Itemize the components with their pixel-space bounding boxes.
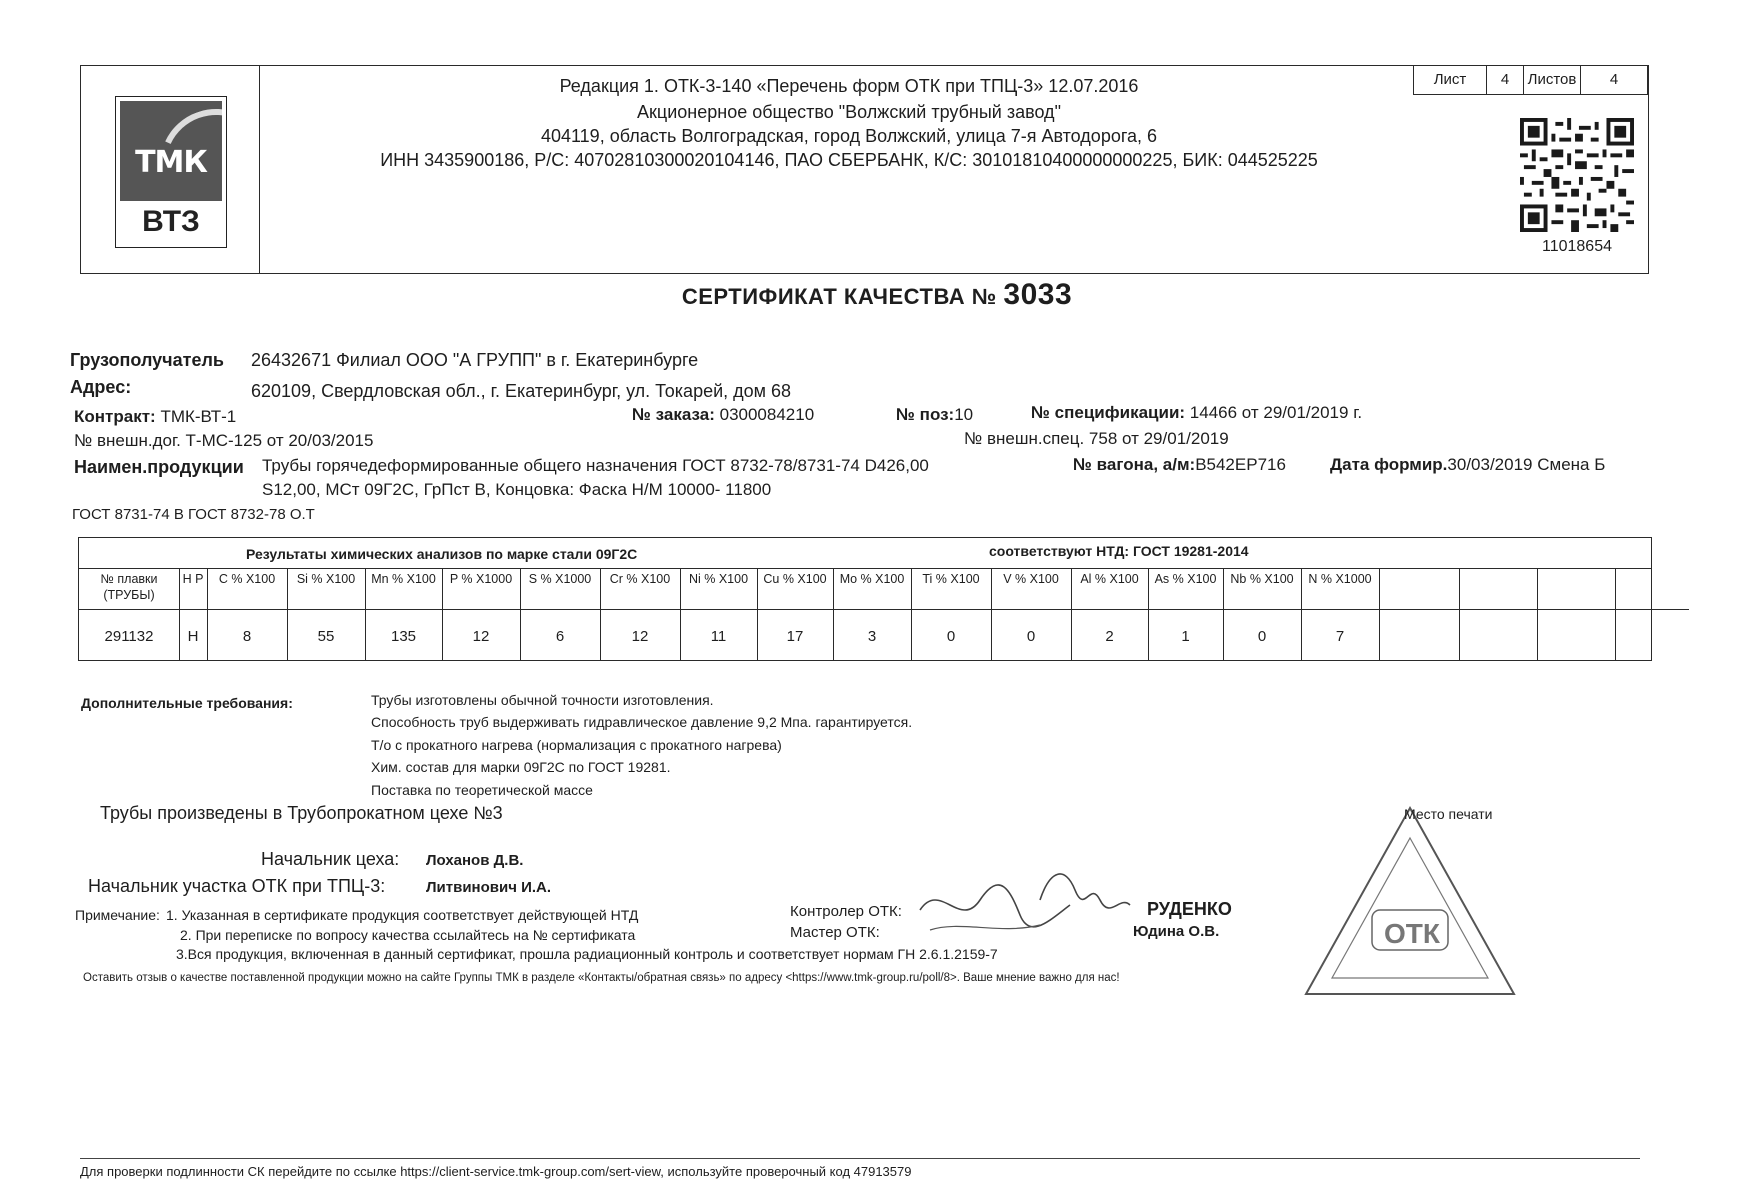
workshop-text: Трубы произведены в Трубопрокатном цехе №3	[100, 803, 503, 823]
contract-label: Контракт:	[74, 407, 156, 426]
chemistry-header-cell: Al % Х100	[1071, 568, 1148, 610]
chemistry-value-cell: 8	[242, 628, 252, 645]
stamp-place-label: Место печати	[1404, 806, 1493, 822]
chemistry-header-cell	[1537, 568, 1615, 610]
chemistry-value-cell: 1	[1181, 628, 1190, 645]
sheet-counter	[1413, 65, 1648, 95]
chemistry-value-cell: 11	[710, 628, 727, 645]
qr-code	[1520, 118, 1634, 232]
master-value: Юдина О.В.	[1133, 923, 1220, 940]
feedback-note: Оставить отзыв о качестве поставленной продукции можно на сайте Группы ТМК в разделе «Контакты/обратная связь» по адресу <https://www.tmk-group.ru/poll/8>. Ваше мнение важно для нас!	[83, 972, 1120, 984]
sheets-value: 4	[1609, 71, 1619, 88]
chemistry-value-cell: 6	[555, 628, 565, 645]
chemistry-value-cell: 12	[472, 628, 490, 645]
chemistry-value-cell: 291132	[104, 628, 154, 645]
position-value: 10	[954, 405, 974, 424]
requirements-label: Дополнительные требования:	[81, 695, 293, 711]
chemistry-table	[78, 537, 1652, 661]
controller-label: Контролер ОТК:	[790, 903, 902, 920]
chemistry-column	[833, 568, 912, 660]
product-label: Наимен.продукции	[74, 457, 244, 477]
chemistry-header-cell: Mn % Х100	[365, 568, 442, 610]
otk-chief-label: Начальник участка ОТК при ТПЦ-3:	[88, 876, 386, 896]
logo-mark	[120, 101, 222, 201]
company-logo	[115, 96, 227, 248]
chemistry-value-cell: 2	[1105, 628, 1114, 645]
sheet-label: Лист	[1414, 66, 1487, 94]
chemistry-value-cell: 0	[1257, 628, 1267, 645]
requirement-item: Хим. состав для марки 09Г2С по ГОСТ 19281.	[371, 759, 671, 775]
chemistry-header-cell	[1459, 568, 1537, 610]
wagon-label: № вагона, а/м:	[1073, 455, 1196, 474]
controller-value: РУДЕНКО	[1147, 899, 1232, 919]
specification-field	[1031, 403, 1362, 423]
requirement-item: Т/о с прокатного нагрева (нормализация с прокатного нагрева)	[371, 737, 782, 753]
certificate-title-text: СЕРТИФИКАТ КАЧЕСТВА №	[681, 284, 997, 309]
chemistry-value-cell: 55	[317, 628, 335, 645]
stamp-text: ОТК	[1384, 918, 1440, 949]
chemistry-header-cell: P % Х1000	[442, 568, 520, 610]
chemistry-column	[1071, 568, 1149, 660]
requirement-item: Поставка по теоретической массе	[371, 782, 593, 798]
product-line-2: S12,00, МСт 09Г2С, ГрПст В, Концовка: Фаска Н/М 10000- 11800	[262, 480, 772, 499]
chemistry-column	[1223, 568, 1302, 660]
sheets-label: Листов	[1524, 66, 1581, 94]
date-value: 30/03/2019	[1447, 455, 1533, 474]
position-label: № поз:	[896, 405, 955, 424]
footer-text: Для проверки подлинности СК перейдите по ссылке https://client-service.tmk-group.com/sert-view, используйте проверочный код 47913579	[80, 1164, 912, 1179]
order-value: 0300084210	[719, 405, 815, 424]
logo-cell	[81, 66, 260, 273]
chemistry-column	[757, 568, 834, 660]
chemistry-value-cell: 17	[786, 628, 804, 645]
product-line-1: Трубы горячедеформированные общего назначения ГОСТ 8732-78/8731-74 D426,00	[262, 456, 929, 475]
otk-chief-value: Литвинович И.А.	[426, 879, 552, 896]
chemistry-value-cell: 12	[631, 628, 649, 645]
specification-label: № спецификации:	[1031, 403, 1186, 422]
chemistry-column	[1615, 568, 1689, 660]
chemistry-column	[1379, 568, 1460, 660]
otk-stamp	[1300, 800, 1520, 1000]
chemistry-column	[442, 568, 521, 660]
qr-number: 11018654	[1542, 238, 1612, 255]
product-line-3: ГОСТ 8731-74 В ГОСТ 8732-78 О.Т	[72, 506, 315, 523]
date-label: Дата формир.	[1330, 455, 1448, 474]
address-label: Адрес:	[70, 377, 132, 397]
order-field	[632, 405, 814, 425]
chemistry-value-cell: 135	[390, 628, 417, 645]
chemistry-title: Результаты химических анализов по марке стали 09Г2С	[246, 546, 638, 562]
chemistry-column	[1301, 568, 1380, 660]
chemistry-column	[680, 568, 758, 660]
logo-letters: ТМК	[135, 145, 207, 180]
sheet-value: 4	[1487, 66, 1524, 94]
chemistry-header-cell: Cu % Х100	[757, 568, 833, 610]
certificate-title	[0, 278, 1754, 312]
chemistry-header-cell: Si % Х100	[287, 568, 365, 610]
chemistry-column	[520, 568, 601, 660]
note-1: 1. Указанная в сертификате продукция соответствует действующей НТД	[166, 907, 639, 923]
master-label: Мастер ОТК:	[790, 924, 880, 941]
chemistry-header-cell	[1379, 568, 1459, 610]
specification-value: 14466 от 29/01/2019 г.	[1189, 403, 1363, 422]
position-field	[896, 405, 973, 425]
company-bank-details: ИНН 3435900186, Р/С: 40702810300020104146, ПАО СБЕРБАНК, К/С: 30101810400000000225, БИК: 044525225	[380, 150, 1318, 170]
chemistry-header-cell: Mo % Х100	[833, 568, 911, 610]
chemistry-column	[1459, 568, 1538, 660]
chemistry-column	[911, 568, 992, 660]
order-label: № заказа:	[632, 405, 715, 424]
chemistry-header-cell: S % Х1000	[520, 568, 600, 610]
certificate-number: 3033	[1003, 278, 1073, 311]
footer-rule	[80, 1158, 1640, 1159]
consignee-label: Грузополучатель	[70, 350, 224, 370]
chemistry-column	[207, 568, 288, 660]
requirement-item: Трубы изготовлены обычной точности изготовления.	[371, 692, 714, 708]
shift-value: Смена Б	[1537, 455, 1606, 474]
logo-subtitle: ВТЗ	[142, 205, 200, 238]
note-3: 3.Вся продукция, включенная в данный сертификат, прошла радиационный контроль и соответствует нормам ГН 2.6.1.2159-7	[176, 946, 998, 962]
chemistry-column	[79, 568, 180, 660]
chemistry-column	[1537, 568, 1616, 660]
address-value: 620109, Свердловская обл., г. Екатеринбург, ул. Токарей, дом 68	[251, 381, 792, 401]
chemistry-header-cell: № плавки (ТРУБЫ)	[79, 568, 179, 610]
chemistry-header-cell: Н Р	[179, 568, 207, 610]
chemistry-value-cell: 0	[946, 628, 956, 645]
contract-field	[74, 407, 236, 427]
chemistry-value-cell: Н	[187, 628, 199, 645]
chemistry-column	[365, 568, 443, 660]
requirement-item: Способность труб выдерживать гидравлическое давление 9,2 Мпа. гарантируется.	[371, 714, 913, 730]
signatures	[900, 860, 1140, 960]
chemistry-column	[179, 568, 208, 660]
chemistry-value-cell: 3	[867, 628, 877, 645]
chemistry-ntd: соответствуют НТД: ГОСТ 19281-2014	[989, 543, 1249, 559]
chemistry-header-cell: Cr % Х100	[600, 568, 680, 610]
chemistry-column	[287, 568, 366, 660]
chemistry-header-cell: Nb % Х100	[1223, 568, 1301, 610]
chemistry-column	[991, 568, 1072, 660]
consignee-value: 26432671 Филиал ООО "А ГРУПП" в г. Екатеринбурге	[251, 350, 699, 370]
chemistry-column	[600, 568, 681, 660]
chemistry-header-cell: V % Х100	[991, 568, 1071, 610]
company-address: 404119, область Волгоградская, город Волжский, улица 7-я Автодорога, 6	[540, 126, 1158, 146]
wagon-value: В542ЕР716	[1195, 455, 1286, 474]
external-contract: № внешн.дог. Т-МС-125 от 20/03/2015	[74, 431, 374, 450]
workshop-chief-label: Начальник цеха:	[261, 849, 400, 869]
form-edition-line: Редакция 1. ОТК-3-140 «Перечень форм ОТК при ТПЦ-3» 12.07.2016	[559, 76, 1139, 96]
date-field	[1330, 455, 1605, 475]
chemistry-column	[1148, 568, 1224, 660]
chemistry-value-cell: 7	[1335, 628, 1345, 645]
chemistry-header-cell	[1615, 568, 1689, 610]
company-name: Акционерное общество "Волжский трубный завод"	[637, 102, 1061, 122]
external-specification: № внешн.спец. 758 от 29/01/2019	[964, 429, 1229, 448]
contract-value: ТМК-ВТ-1	[160, 407, 237, 426]
chemistry-title-row	[79, 538, 1651, 569]
chemistry-header-cell: Ni % Х100	[680, 568, 757, 610]
chemistry-header-cell: С % Х100	[207, 568, 287, 610]
chemistry-header-cell: As % Х100	[1148, 568, 1223, 610]
note-2: 2. При переписке по вопросу качества ссылайтесь на № сертификата	[180, 927, 636, 943]
chemistry-header-cell: N % Х1000	[1301, 568, 1379, 610]
chemistry-value-cell: 0	[1026, 628, 1036, 645]
workshop-chief-value: Лоханов Д.В.	[426, 852, 524, 869]
wagon-field	[1073, 455, 1286, 475]
chemistry-header-cell: Ti % Х100	[911, 568, 991, 610]
notes-label: Примечание:	[75, 907, 160, 923]
header-box	[80, 65, 1649, 274]
